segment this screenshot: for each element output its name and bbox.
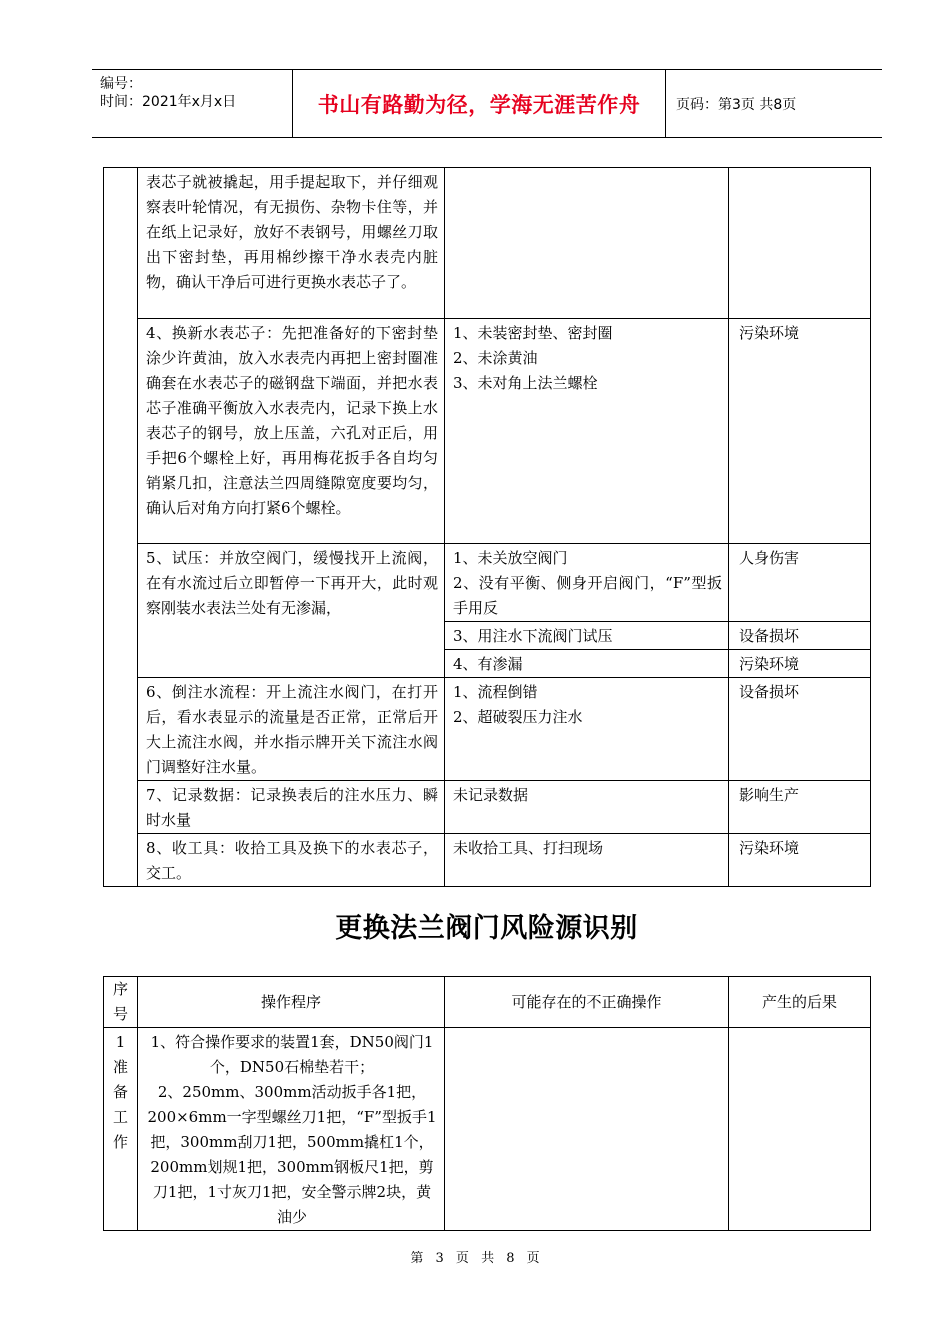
footer-text: 共 bbox=[481, 1251, 495, 1266]
operation-cell: 未收拾工具、打扫现场 bbox=[445, 834, 729, 887]
footer-text: 页 bbox=[526, 1251, 540, 1266]
procedure-cell: 1、符合操作要求的装置1套，DN50阀门1个，DN50石棉垫若干； 2、250mm、300mm活动扳手各1把，200×6mm一字型螺丝刀1把，“F”型扳手1把，300mm刮刀1把，500mm撬杠1个，200mm划规1把，300mm钢板尺1把，剪刀1把，1寸灰刀1把，安全警示牌2块，黄油少 bbox=[138, 1028, 445, 1231]
consequence-cell: 污染环境 bbox=[729, 834, 871, 887]
table-row bbox=[104, 781, 871, 834]
page-header bbox=[92, 69, 882, 138]
doc-number-label: 编号： bbox=[100, 76, 142, 92]
footer-total-pages: 8 bbox=[506, 1251, 515, 1266]
risk-table-continued bbox=[103, 167, 871, 887]
header-page-label: 页码：第3页 共8页 bbox=[676, 96, 797, 113]
header-consequence: 产生的后果 bbox=[729, 977, 871, 1028]
header-slogan: 书山有路勤为径，学海无涯苦作舟 bbox=[293, 70, 666, 137]
operation-cell: 1、未关放空阀门 2、没有平衡、侧身开启阀门，“F”型扳手用反 bbox=[445, 544, 729, 622]
header-seq: 序号 bbox=[104, 977, 138, 1028]
doc-time-label: 时间：2021年x月x日 bbox=[100, 94, 237, 110]
operation-cell bbox=[445, 168, 729, 319]
consequence-cell: 污染环境 bbox=[729, 650, 871, 678]
consequence-cell bbox=[729, 1028, 871, 1231]
header-meta bbox=[92, 70, 293, 137]
operation-cell: 1、流程倒错 2、超破裂压力注水 bbox=[445, 678, 729, 781]
consequence-cell: 污染环境 bbox=[729, 319, 871, 544]
operation-cell: 3、用注水下流阀门试压 bbox=[445, 622, 729, 650]
table-row bbox=[104, 168, 871, 319]
operation-cell: 1、未装密封垫、密封圈 2、未涂黄油 3、未对角上法兰螺栓 bbox=[445, 319, 729, 544]
header-operation: 可能存在的不正确操作 bbox=[445, 977, 729, 1028]
table-row bbox=[104, 834, 871, 887]
table-row bbox=[104, 544, 871, 622]
procedure-cell: 7、记录数据：记录换表后的注水压力、瞬时水量 bbox=[138, 781, 445, 834]
procedure-cell: 5、试压：并放空阀门，缓慢找开上流阀，在有水流过后立即暂停一下再开大，此时观察刚装水表法兰处有无渗漏， bbox=[138, 544, 445, 678]
page-footer bbox=[0, 1247, 950, 1266]
section-title: 更换法兰阀门风险源识别 bbox=[335, 913, 638, 944]
procedure-cell: 6、倒注水流程：开上流注水阀门，在打开后，看水表显示的流量是否正常，正常后开大上流注水阀，并水指示牌开关下流注水阀门调整好注水量。 bbox=[138, 678, 445, 781]
footer-text: 第 bbox=[410, 1251, 424, 1266]
operation-cell: 4、有渗漏 bbox=[445, 650, 729, 678]
procedure-cell: 表芯子就被撬起，用手提起取下，并仔细观察表叶轮情况，有无损伤、杂物卡住等，并在纸上记录好，放好不表钢号，用螺丝刀取出下密封垫，再用棉纱擦干净水表壳内脏物，确认干净后可进行更换水表芯子了。 bbox=[138, 168, 445, 319]
consequence-cell: 人身伤害 bbox=[729, 544, 871, 622]
procedure-cell: 4、换新水表芯子：先把准备好的下密封垫涂少许黄油，放入水表壳内再把上密封圈准确套在水表芯子的磁钢盘下端面，并把水表芯子准确平衡放入水表壳内，记录下换上水表芯子的钢号，放上压盖，六孔对正后，用手把6个螺栓上好，再用梅花扳手各自均匀销紧几扣，注意法兰四周缝隙宽度要均匀，确认后对角方向打紧6个螺栓。 bbox=[138, 319, 445, 544]
seq-cell: 1准备工作 bbox=[104, 1028, 138, 1231]
table-row bbox=[104, 319, 871, 544]
consequence-cell bbox=[729, 168, 871, 319]
table-row bbox=[104, 678, 871, 781]
table-row bbox=[104, 1028, 871, 1231]
header-procedure: 操作程序 bbox=[138, 977, 445, 1028]
operation-cell bbox=[445, 1028, 729, 1231]
consequence-cell: 影响生产 bbox=[729, 781, 871, 834]
footer-text: 页 bbox=[455, 1251, 469, 1266]
procedure-cell: 8、收工具：收拾工具及换下的水表芯子，交工。 bbox=[138, 834, 445, 887]
table-header-row bbox=[104, 977, 871, 1028]
operation-cell: 未记录数据 bbox=[445, 781, 729, 834]
consequence-cell: 设备损坏 bbox=[729, 622, 871, 650]
consequence-cell: 设备损坏 bbox=[729, 678, 871, 781]
seq-cell-empty bbox=[104, 168, 138, 887]
footer-page-number: 3 bbox=[435, 1251, 444, 1266]
risk-table-flange-valve bbox=[103, 976, 871, 1231]
